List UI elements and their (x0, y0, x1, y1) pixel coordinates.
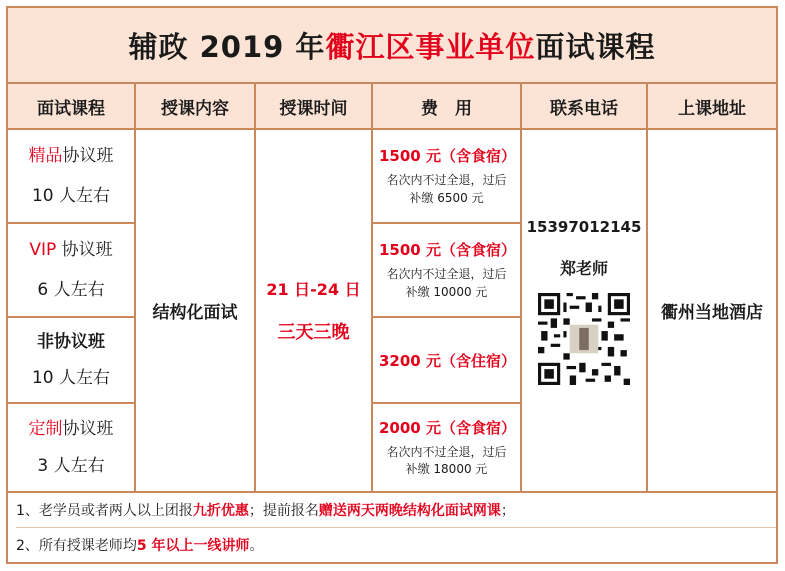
course-row-1 (8, 130, 136, 224)
footer-1d: 赠送两天两晚结构化面试网课 (318, 503, 501, 519)
fee-4-note2: 补缴 18000 元 (405, 462, 488, 476)
fee-2-note1: 名次内不过全退，过后 (386, 267, 507, 282)
fee-row-3 (373, 318, 522, 404)
course-time (256, 130, 373, 493)
course-3-name: 非协议班 (37, 331, 105, 352)
header-fee: 费 用 (373, 84, 522, 130)
footer-2b: 5 年以上一线讲师 (136, 538, 250, 554)
course-row-2 (8, 224, 136, 318)
footer-2c: 。 (249, 538, 264, 554)
footer-1a: 1、老学员或者两人以上团报 (16, 503, 193, 519)
header-time: 授课时间 (256, 84, 373, 130)
fee-2-note2: 补缴 10000 元 (405, 284, 488, 299)
course-dates: 21 日-24 日 (266, 280, 361, 299)
footer-notes (8, 493, 776, 562)
qr-code-icon (538, 293, 630, 385)
header-contact: 联系电话 (522, 84, 648, 130)
fee-4-note1: 名次内不过全退，过后 (386, 444, 507, 459)
course-1-name: 协议班 (62, 145, 114, 166)
fee-3-price: 3200 元（含住宿） (379, 351, 516, 370)
fee-row-1 (373, 130, 522, 224)
course-row-3 (8, 318, 136, 404)
course-4-size: 3 人左右 (37, 456, 105, 477)
title-part2: 面试课程 (535, 29, 656, 64)
fee-1-price: 1500 元（含食宿） (379, 147, 516, 166)
fee-row-2 (373, 224, 522, 318)
course-address: 衢州当地酒店 (648, 130, 778, 493)
title-highlight: 衢江区事业单位 (325, 29, 536, 64)
fee-row-4 (373, 404, 522, 493)
title-part1: 辅政 2019 年 (128, 29, 326, 64)
contact-cell (522, 130, 648, 493)
course-2-size: 6 人左右 (37, 279, 105, 300)
footer-2a: 2、所有授课老师均 (16, 538, 137, 554)
course-row-4 (8, 404, 136, 493)
course-3-size: 10 人左右 (31, 367, 111, 388)
course-content: 结构化面试 (136, 130, 256, 493)
course-4-red: 定制 (28, 418, 63, 439)
fee-4-price: 2000 元（含食宿） (379, 418, 516, 437)
footer-1e: ； (500, 503, 515, 519)
course-2-name: 协议班 (56, 239, 113, 260)
header-course: 面试课程 (8, 84, 136, 130)
header-content: 授课内容 (136, 84, 256, 130)
footer-line-1 (16, 493, 776, 528)
contact-name: 郑老师 (559, 259, 608, 278)
contact-phone: 15397012145 (526, 218, 642, 236)
page-title (6, 6, 778, 84)
course-1-red: 精品 (28, 145, 63, 166)
footer-line-2 (16, 528, 776, 562)
footer-1c: ；提前报名 (248, 503, 319, 519)
course-duration: 三天三晚 (277, 322, 350, 343)
fee-2-price: 1500 元（含食宿） (379, 241, 516, 260)
footer-1b: 九折优惠 (192, 503, 249, 519)
fee-1-note1: 名次内不过全退，过后 (386, 173, 507, 188)
course-4-name: 协议班 (62, 418, 114, 439)
header-address: 上课地址 (648, 84, 778, 130)
course-2-red: VIP (29, 239, 57, 260)
fee-1-note2: 补缴 6500 元 (409, 190, 484, 205)
course-1-size: 10 人左右 (31, 185, 111, 206)
